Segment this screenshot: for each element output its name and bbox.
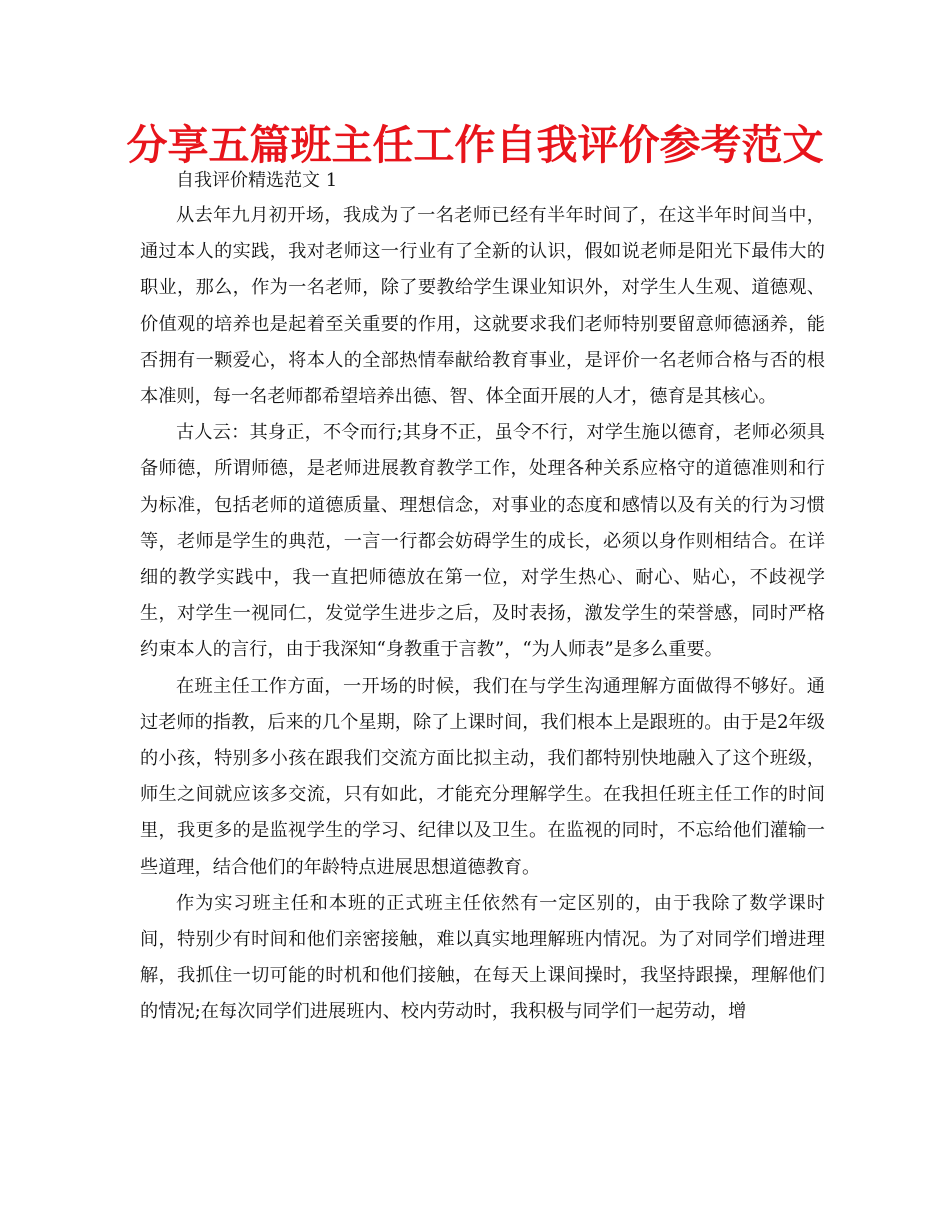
paragraph-4: 作为实习班主任和本班的正式班主任依然有一定区别的，由于我除了数学课时间，特别少有时间和他们亲密接触，难以真实地理解班内情况。为了对同学们增进理解，我抓住一切可能的时机和他们接触，在每天上课间操时，我坚持跟操，理解他们的情况;在每次同学们进展班内、校内劳动时，我积极与同学们一起劳动，增 (140, 892, 825, 1023)
paragraph-1: 从去年九月初开场，我成为了一名老师已经有半年时间了，在这半年时间当中，通过本人的实践，我对老师这一行业有了全新的认识，假如说老师是阳光下最伟大的职业，那么，作为一名老师，除了要教给学生课业知识外，对学生人生观、道德观、价值观的培养也是起着至关重要的作用，这就要求我们老师特别要留意师德涵养，能否拥有一颗爱心，将本人的全部热情奉献给教育事业，是评价一名老师合格与否的根本准则，每一名老师都希望培养出德、智、体全面开展的人才，德育是其核心。 (140, 205, 825, 408)
document-subtitle: 自我评价精选范文 1 (176, 170, 338, 191)
document-body (140, 198, 825, 1031)
paragraph-2: 古人云：其身正，不令而行;其身不正，虽令不行，对学生施以德育，老师必须具备师德，所谓师德，是老师进展教育教学工作，处理各种关系应格守的道德准则和行为标准，包括老师的道德质量、理想信念，对事业的态度和感情以及有关的行为习惯等，老师是学生的典范，一言一行都会妨碍学生的成长，必须以身作则相结合。在详细的教学实践中，我一直把师德放在第一位，对学生热心、耐心、贴心，不歧视学生，对学生一视同仁，发觉学生进步之后，及时表扬，激发学生的荣誉感，同时严格约束本人的言行，由于我深知“身教重于言教”，“为人师表”是多么重要。 (140, 422, 825, 661)
document-title: 分享五篇班主任工作自我评价参考范文 (126, 121, 824, 169)
paragraph-3: 在班主任工作方面，一开场的时候，我们在与学生沟通理解方面做得不够好。通过老师的指教，后来的几个星期，除了上课时间，我们根本上是跟班的。由于是2年级的小孩，特别多小孩在跟我们交流方面比拟主动，我们都特别快地融入了这个班级，师生之间就应该多交流，只有如此，才能充分理解学生。在我担任班主任工作的时间里，我更多的是监视学生的学习、纪律以及卫生。在监视的同时，不忘给他们灌输一些道理，结合他们的年龄特点进展思想道德教育。 (140, 675, 825, 878)
